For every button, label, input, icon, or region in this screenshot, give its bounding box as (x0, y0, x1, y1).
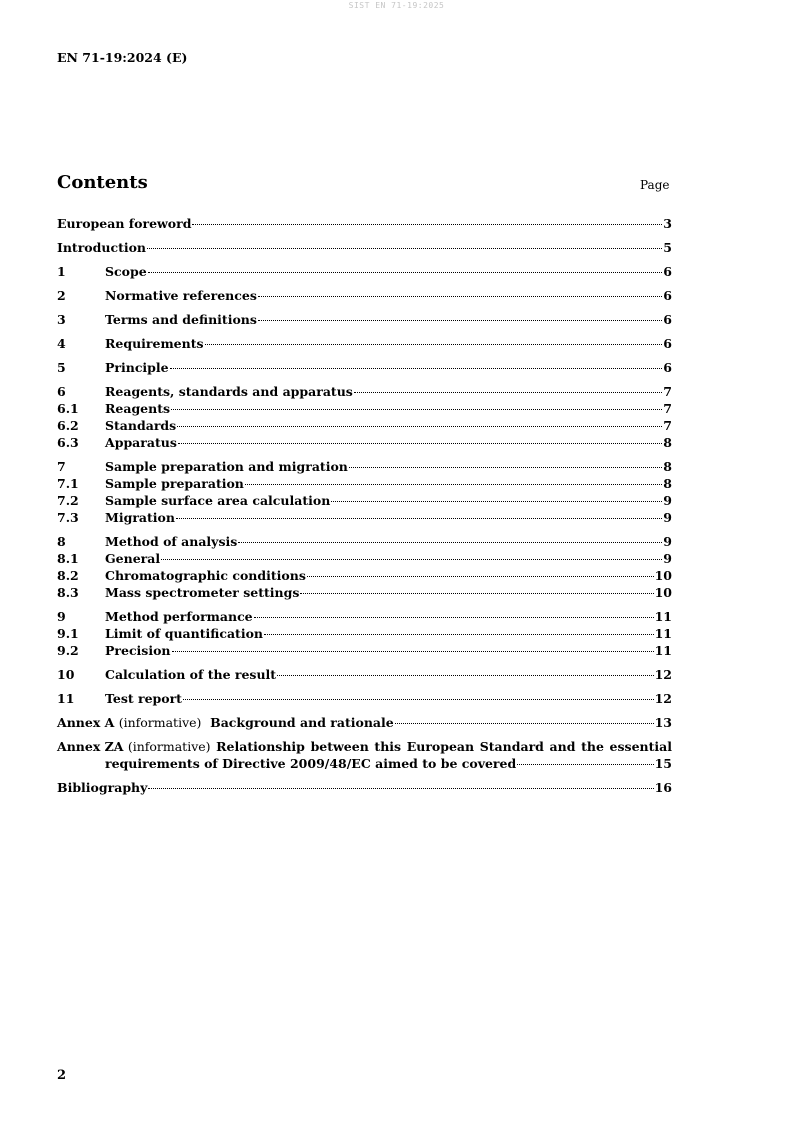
dot-leader (176, 518, 662, 519)
toc-group (57, 287, 672, 304)
annex-a-page: 13 (654, 715, 672, 730)
toc-entry-page: 12 (654, 667, 672, 682)
toc-group (57, 458, 672, 526)
toc-entry-page: 6 (663, 336, 672, 351)
toc-entry-number: 10 (57, 667, 75, 682)
toc-entry-number: 1 (57, 264, 66, 279)
toc-entry-page: 6 (663, 312, 672, 327)
toc-entry-page: 5 (663, 240, 672, 255)
dot-leader (170, 368, 663, 369)
toc-entry[interactable] (57, 335, 672, 352)
toc-entry-title: Limit of quantification (105, 626, 263, 641)
dot-leader (178, 443, 662, 444)
toc-group (57, 215, 672, 232)
toc-entry-title: Sample preparation (105, 476, 244, 491)
toc-entry[interactable] (57, 239, 672, 256)
toc-entry-page: 10 (654, 568, 672, 583)
toc-entry-title: General (105, 551, 161, 566)
dot-leader (161, 559, 662, 560)
toc-entry-number: 5 (57, 360, 66, 375)
bibliography-title: Bibliography (57, 780, 148, 795)
annex-za-word: Standard (479, 739, 544, 754)
toc-group (57, 666, 672, 683)
toc-entry[interactable] (57, 359, 672, 376)
dot-leader (172, 651, 654, 652)
toc-entry[interactable] (57, 263, 672, 280)
dot-leader (331, 501, 662, 502)
toc-entry-number: 7.1 (57, 476, 79, 491)
toc-entry-title: Precision (105, 643, 171, 658)
annex-za-word: Relationship (216, 739, 305, 754)
toc-entry-title: Method of analysis (105, 534, 238, 549)
dot-leader (307, 576, 654, 577)
toc-entry-title: Mass spectrometer settings (105, 585, 300, 600)
toc-entry-title: Standards (105, 418, 177, 433)
toc-entry-number: 7.2 (57, 493, 79, 508)
toc-entry[interactable] (57, 608, 672, 625)
toc-entry[interactable] (57, 509, 672, 526)
toc-group (57, 335, 672, 352)
dot-leader (205, 344, 663, 345)
toc-entry-page: 9 (663, 551, 672, 566)
toc-entry-annex-a[interactable] (57, 714, 672, 731)
bibliography-page: 16 (654, 780, 672, 795)
annex-za-word: between (310, 739, 369, 754)
toc-entry-page: 9 (663, 493, 672, 508)
toc-entry-number: 4 (57, 336, 66, 351)
toc-entry[interactable] (57, 458, 672, 475)
toc-entry[interactable] (57, 311, 672, 328)
toc-entry-title: Apparatus (105, 435, 177, 450)
dot-leader (192, 224, 662, 225)
toc-entry-title: Principle (105, 360, 169, 375)
toc-group (57, 608, 672, 659)
toc-entry-title: European foreword (57, 216, 192, 231)
toc-entry[interactable] (57, 625, 672, 642)
dot-leader (177, 426, 662, 427)
toc-group (57, 359, 672, 376)
dot-leader (183, 699, 654, 700)
toc-entry-title: Terms and definitions (105, 312, 257, 327)
dot-leader (354, 392, 662, 393)
dot-leader (245, 484, 662, 485)
toc-entry[interactable] (57, 434, 672, 451)
toc-entry[interactable] (57, 567, 672, 584)
dot-leader (264, 634, 654, 635)
annex-a-label: Annex A (57, 715, 115, 730)
toc-entry-number: 8.2 (57, 568, 79, 583)
dot-leader (395, 723, 654, 724)
toc-entry-number: 7.3 (57, 510, 79, 525)
toc-entry-title: Reagents, standards and apparatus (105, 384, 353, 399)
dot-leader (148, 788, 653, 789)
toc-entry[interactable] (57, 475, 672, 492)
toc-entry-page: 11 (654, 609, 672, 624)
toc-entry-page: 7 (663, 418, 672, 433)
toc-group (57, 690, 672, 707)
contents-title: Contents (57, 172, 148, 193)
toc-entry-title: Sample surface area calculation (105, 493, 331, 508)
toc-entry-page: 12 (654, 691, 672, 706)
toc-entry-page: 8 (663, 476, 672, 491)
toc-group (57, 311, 672, 328)
toc-entry-number: 8.3 (57, 585, 79, 600)
toc-entry-bibliography[interactable] (57, 779, 672, 796)
toc-entry-page: 8 (663, 435, 672, 450)
toc-entry[interactable] (57, 383, 672, 400)
toc-entry[interactable] (57, 642, 672, 659)
toc-entry-number: 7 (57, 459, 66, 474)
toc-entry[interactable] (57, 400, 672, 417)
toc-entry[interactable] (57, 492, 672, 509)
toc-entry-page: 10 (654, 585, 672, 600)
toc-entry-title: Chromatographic conditions (105, 568, 306, 583)
toc-entry-page: 11 (654, 643, 672, 658)
annex-za-word: this (374, 739, 402, 754)
toc-entry-number: 11 (57, 691, 75, 706)
toc-entry-page: 11 (654, 626, 672, 641)
toc-entry-page: 9 (663, 510, 672, 525)
annex-a-type: (informative) (118, 715, 202, 730)
toc-group (57, 263, 672, 280)
annex-za-word: essential (609, 739, 672, 754)
toc-entry-number: 8.1 (57, 551, 79, 566)
toc-entry-title: Test report (105, 691, 182, 706)
dot-leader (300, 593, 653, 594)
annex-za-label: Annex ZA (57, 739, 124, 754)
toc-entry[interactable] (57, 666, 672, 683)
toc-entry[interactable] (57, 417, 672, 434)
page-number: 2 (57, 1068, 67, 1083)
toc-group (57, 239, 672, 256)
dot-leader (517, 764, 653, 765)
dot-leader (258, 296, 662, 297)
toc-entry[interactable] (57, 690, 672, 707)
toc-entry-title: Normative references (105, 288, 257, 303)
toc-entry-annex-za[interactable] (57, 738, 672, 772)
toc-entry-title: Sample preparation and migration (105, 459, 348, 474)
toc-entry-title: Requirements (105, 336, 204, 351)
dot-leader (147, 248, 662, 249)
annex-za-page: 15 (654, 756, 672, 771)
toc-entry-number: 6 (57, 384, 66, 399)
toc-entry-page: 6 (663, 288, 672, 303)
toc-entry-number: 6.1 (57, 401, 79, 416)
dot-leader (258, 320, 662, 321)
dot-leader (148, 272, 663, 273)
toc-group (57, 533, 672, 601)
toc-entry[interactable] (57, 550, 672, 567)
toc-entry-page: 6 (663, 264, 672, 279)
toc-entry-page: 7 (663, 401, 672, 416)
toc-entry-title: Migration (105, 510, 175, 525)
toc-entry[interactable] (57, 533, 672, 550)
annex-za-type: (informative) (127, 739, 211, 754)
dot-leader (254, 617, 654, 618)
toc-entry-title: Method performance (105, 609, 253, 624)
toc-entry-page: 8 (663, 459, 672, 474)
toc-entry[interactable] (57, 215, 672, 232)
toc-entry-page: 7 (663, 384, 672, 399)
toc-entry-number: 6.2 (57, 418, 79, 433)
toc-entry-page: 3 (663, 216, 672, 231)
toc-entry-title: Reagents (105, 401, 171, 416)
dot-leader (349, 467, 662, 468)
toc-entry-number: 3 (57, 312, 66, 327)
annex-a-title: Background and rationale (210, 715, 394, 730)
annex-za-word: and (549, 739, 576, 754)
toc-entry-title: Calculation of the result (105, 667, 277, 682)
toc-entry[interactable] (57, 287, 672, 304)
toc-entry[interactable] (57, 584, 672, 601)
annex-za-word: European (406, 739, 475, 754)
document-id: EN 71-19:2024 (E) (57, 50, 188, 65)
toc-entry-number: 2 (57, 288, 66, 303)
toc-entry-number: 9.2 (57, 643, 79, 658)
toc-entry-title: Scope (105, 264, 147, 279)
toc-entry-number: 9.1 (57, 626, 79, 641)
dot-leader (171, 409, 662, 410)
page-column-label: Page (640, 178, 670, 192)
table-of-contents (57, 215, 672, 803)
dot-leader (238, 542, 662, 543)
toc-entry-page: 9 (663, 534, 672, 549)
toc-entry-number: 9 (57, 609, 66, 624)
toc-entry-title: Introduction (57, 240, 147, 255)
toc-group (57, 383, 672, 451)
dot-leader (277, 675, 654, 676)
toc-entry-number: 8 (57, 534, 66, 549)
toc-entry-page: 6 (663, 360, 672, 375)
annex-za-word: the (581, 739, 604, 754)
annex-za-title-line2: requirements of Directive 2009/48/EC aimed to be covered (105, 756, 517, 771)
toc-entry-number: 6.3 (57, 435, 79, 450)
watermark: SIST EN 71-19:2025 (348, 1, 445, 10)
